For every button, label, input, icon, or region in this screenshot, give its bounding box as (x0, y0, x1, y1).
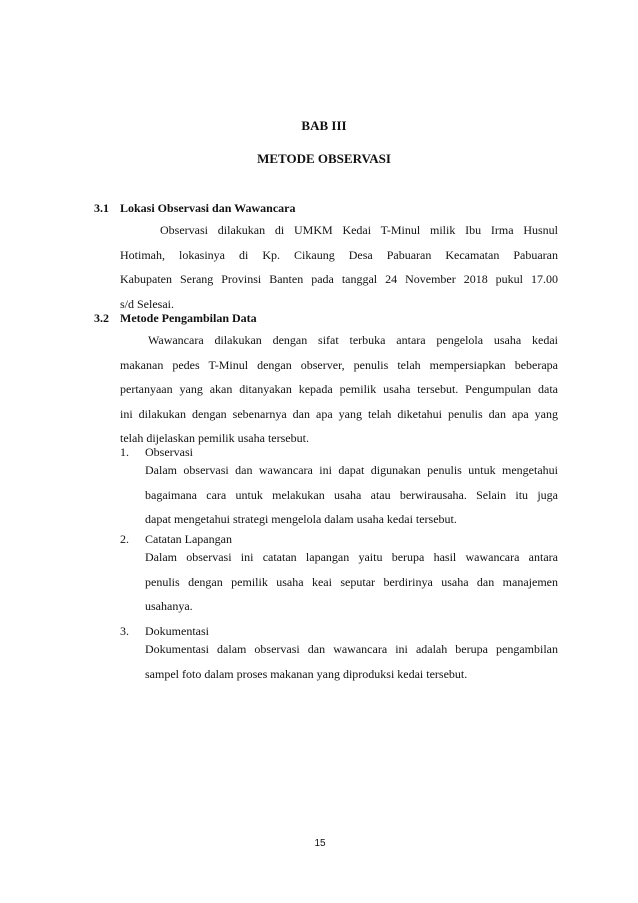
section-title: Lokasi Observasi dan Wawancara (120, 201, 296, 215)
paragraph-line: Wawancara dilakukan dengan sifat terbuka antara pengelola usaha kedai (148, 333, 558, 347)
chapter-title: METODE OBSERVASI (257, 151, 391, 166)
section-3-1-paragraph (120, 218, 558, 316)
paragraph-line: Hotimah, lokasinya di Kp. Cikaung Desa Pabuaran Kecamatan Pabuaran (120, 247, 558, 262)
list-item-line: Dokumentasi dalam observasi dan wawancara ini adalah berupa pengambilan (145, 642, 558, 656)
paragraph-line: makanan pedes T-Minul dengan observer, penulis telah mempersiapkan beberapa (120, 357, 558, 372)
paragraph-line: pertanyaan yang akan ditanyakan kepada pemilik usaha tersebut. Pengumpulan data (120, 382, 558, 397)
list-item-line: Dalam observasi ini catatan lapangan yaitu berupa hasil wawancara antara (145, 550, 558, 564)
list-item-number: 1. (120, 445, 129, 459)
list-item-number: 3. (120, 624, 129, 638)
list-item-line: usahanya. (145, 599, 193, 614)
list-item-line: sampel foto dalam proses makanan yang diproduksi kedai tersebut. (145, 666, 468, 681)
chapter-number: BAB III (301, 118, 347, 133)
section-number: 3.1 (94, 201, 109, 215)
list-item-title: Observasi (145, 445, 193, 459)
list-item-body (145, 545, 558, 619)
list-item-line: bagaimana cara untuk melakukan usaha atau berwirausaha. Selain itu juga (145, 487, 558, 502)
list-item-body (145, 637, 558, 686)
section-heading-3-1 (94, 201, 295, 216)
paragraph-line: ini dilakukan dengan sebenarnya dan apa yang telah diketahui penulis dan apa yang (120, 406, 558, 421)
section-title: Metode Pengambilan Data (120, 311, 257, 325)
list-item-line: dapat mengetahui strategi mengelola dalam usaha kedai tersebut. (145, 512, 457, 527)
section-number: 3.2 (94, 311, 109, 325)
list-item-body (145, 458, 558, 532)
section-3-2-paragraph (120, 328, 558, 451)
list-item-number: 2. (120, 532, 129, 546)
page-number: 15 (314, 838, 326, 849)
paragraph-line: s/d Selesai. (120, 296, 174, 311)
list-item-line: Dalam observasi dan wawancara ini dapat digunakan penulis untuk mengetahui (145, 463, 558, 477)
list-item-line: penulis dengan pemilik usaha keai seputar berdirinya usaha dan manajemen (145, 574, 558, 589)
list-item-title: Catatan Lapangan (145, 532, 232, 546)
paragraph-line: telah dijelaskan pemilik usaha tersebut. (120, 431, 309, 446)
list-item-title: Dokumentasi (145, 624, 209, 638)
paragraph-line: Observasi dilakukan di UMKM Kedai T-Minul milik Ibu Irma Husnul (160, 223, 558, 237)
section-heading-3-2 (94, 311, 257, 326)
paragraph-line: Kabupaten Serang Provinsi Banten pada tanggal 24 November 2018 pukul 17.00 (120, 272, 558, 287)
